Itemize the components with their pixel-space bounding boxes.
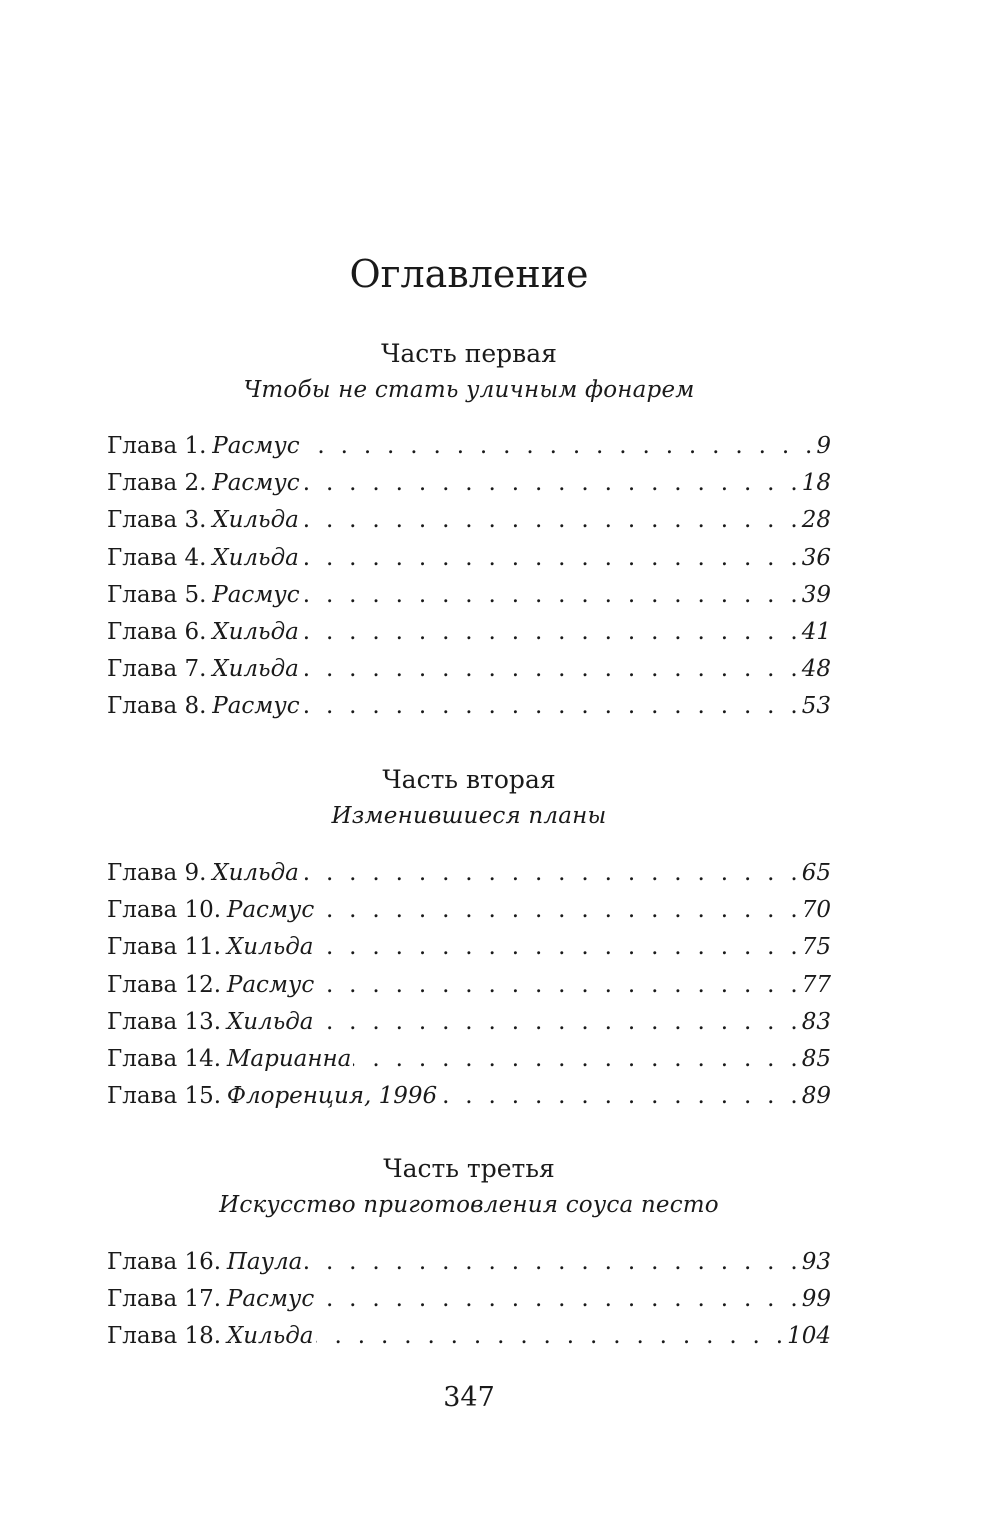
toc-entry — [107, 1318, 831, 1355]
chapter-name: Хильда — [226, 1008, 314, 1035]
toc-entry — [107, 651, 831, 688]
chapter-label: Глава 15. — [107, 1083, 222, 1110]
chapter-name: Хильда — [226, 934, 314, 961]
dot-leader — [301, 540, 798, 577]
chapter-name: Расмус — [212, 693, 300, 720]
toc-entry — [107, 465, 831, 502]
part-title: Часть первая — [381, 339, 557, 368]
chapter-page-number: 85 — [801, 1045, 831, 1072]
chapter-name: Флоренция, 1996 — [226, 1083, 438, 1110]
toc-entry — [107, 614, 831, 651]
dot-leader — [301, 614, 798, 651]
toc-entry — [107, 1078, 831, 1115]
chapter-label: Глава 1. — [107, 433, 207, 459]
dot-leader — [302, 577, 798, 614]
chapter-label: Глава 12. — [107, 971, 222, 998]
toc-list — [107, 855, 831, 1115]
chapter-label: Глава 4. — [107, 544, 207, 571]
dot-leader — [316, 1318, 784, 1355]
chapter-label: Глава 17. — [107, 1286, 222, 1313]
chapter-label: Глава 6. — [107, 618, 207, 645]
dot-leader — [302, 688, 798, 725]
chapter-name: Хильда — [212, 544, 299, 571]
chapter-label: Глава 16. — [107, 1249, 222, 1275]
toc-entry — [107, 929, 831, 966]
dot-leader — [353, 1041, 797, 1078]
dot-leader — [301, 502, 798, 539]
chapter-name: Хильда — [212, 860, 299, 886]
toc-entry — [107, 1244, 831, 1281]
toc-entry — [107, 502, 831, 539]
dot-leader — [439, 1078, 798, 1115]
chapter-page-number: 41 — [801, 618, 831, 645]
dot-leader — [316, 1004, 798, 1041]
part-title: Часть третья — [383, 1154, 555, 1183]
chapter-label: Глава 7. — [107, 656, 207, 683]
chapter-page-number: 93 — [801, 1249, 831, 1275]
chapter-label: Глава 8. — [107, 693, 207, 720]
part-title: Часть вторая — [382, 765, 556, 794]
chapter-label: Глава 13. — [107, 1008, 222, 1035]
chapter-page-number: 99 — [801, 1286, 831, 1313]
chapter-label: Глава 3. — [107, 507, 207, 534]
dot-leader — [302, 465, 798, 502]
chapter-label: Глава 10. — [107, 897, 222, 924]
toc-list — [107, 428, 831, 726]
chapter-label: Глава 2. — [107, 470, 207, 497]
toc-entry — [107, 1281, 831, 1318]
chapter-page-number: 36 — [801, 544, 831, 571]
chapter-page-number: 39 — [801, 581, 831, 608]
chapter-label: Глава 14. — [107, 1045, 222, 1072]
chapter-page-number: 70 — [801, 897, 831, 924]
part-subtitle: Изменившиеся планы — [331, 803, 607, 829]
chapter-label: Глава 5. — [107, 581, 207, 608]
dot-leader — [316, 967, 797, 1004]
toc-entry — [107, 428, 831, 465]
chapter-page-number: 53 — [801, 693, 831, 720]
chapter-name: Расмус — [212, 470, 300, 497]
chapter-page-number: 48 — [801, 656, 831, 683]
chapter-page-number: 18 — [801, 470, 831, 497]
part-subtitle: Чтобы не стать уличным фонарем — [243, 377, 695, 403]
toc-entry — [107, 892, 831, 929]
chapter-name: Хильда — [226, 1323, 314, 1350]
chapter-page-number: 83 — [801, 1008, 831, 1035]
chapter-page-number: 89 — [801, 1083, 831, 1110]
chapter-page-number: 77 — [801, 971, 831, 998]
chapter-name: Хильда — [212, 618, 299, 645]
chapter-page-number: 104 — [787, 1323, 831, 1350]
page-number: 347 — [443, 1382, 495, 1413]
toc-entry — [107, 967, 831, 1004]
dot-leader — [316, 892, 797, 929]
dot-leader — [316, 929, 798, 966]
dot-leader — [301, 855, 798, 892]
part-heading — [0, 1151, 938, 1223]
chapter-page-number: 65 — [801, 860, 831, 886]
chapter-name: Хильда — [212, 656, 299, 683]
chapter-name: Паула — [226, 1249, 303, 1275]
toc-entry — [107, 855, 831, 892]
chapter-page-number: 28 — [801, 507, 831, 534]
dot-leader — [302, 428, 813, 465]
chapter-label: Глава 9. — [107, 860, 207, 886]
chapter-name: Расмус — [212, 433, 300, 459]
part-subtitle: Искусство приготовления соуса песто — [219, 1192, 719, 1218]
chapter-name: Расмус — [212, 581, 300, 608]
chapter-name: Марианна — [226, 1045, 352, 1072]
part-heading — [0, 762, 938, 834]
toc-entry — [107, 688, 831, 725]
dot-leader — [316, 1281, 797, 1318]
chapter-page-number: 9 — [816, 433, 831, 459]
chapter-name: Расмус — [226, 971, 315, 998]
dot-leader — [304, 1244, 797, 1281]
part-heading — [0, 336, 938, 408]
chapter-label: Глава 11. — [107, 934, 222, 961]
chapter-name: Хильда — [212, 507, 299, 534]
toc-list — [107, 1244, 831, 1356]
page-title: Оглавление — [349, 252, 589, 296]
chapter-name: Расмус — [226, 897, 315, 924]
chapter-page-number: 75 — [801, 934, 831, 961]
toc-entry — [107, 540, 831, 577]
toc-entry — [107, 1004, 831, 1041]
toc-entry — [107, 577, 831, 614]
dot-leader — [301, 651, 798, 688]
chapter-label: Глава 18. — [107, 1323, 222, 1350]
chapter-name: Расмус — [226, 1286, 315, 1313]
toc-entry — [107, 1041, 831, 1078]
